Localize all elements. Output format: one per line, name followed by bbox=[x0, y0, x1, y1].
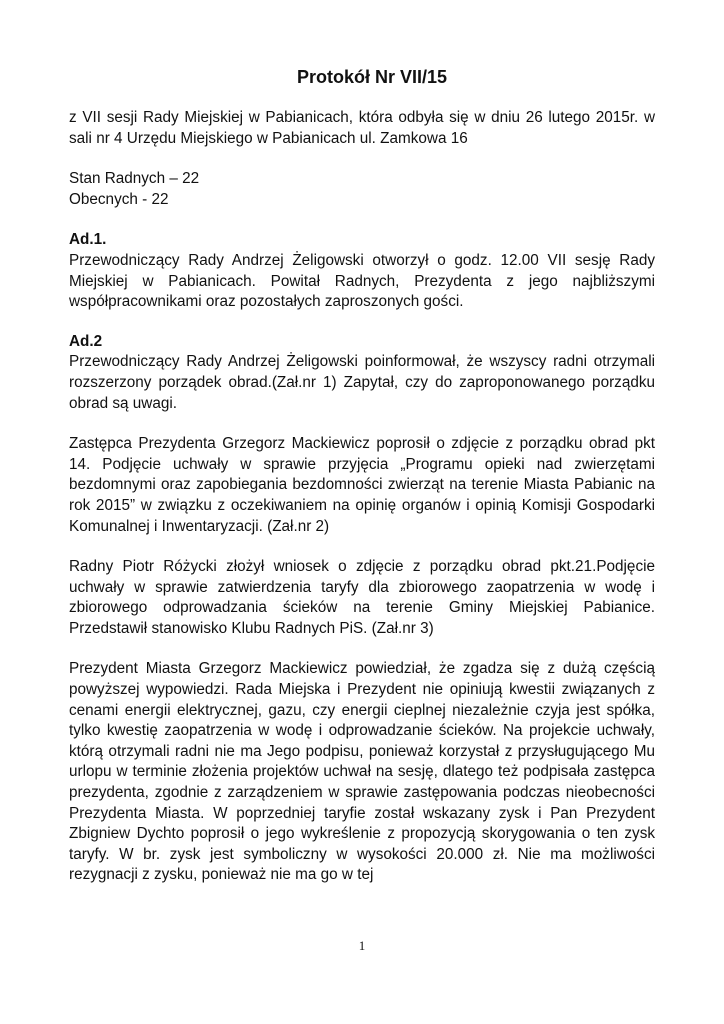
spacer bbox=[69, 313, 655, 332]
councillors-present: Obecnych - 22 bbox=[69, 190, 169, 208]
section-heading-ad2: Ad.2 bbox=[69, 332, 103, 350]
section-ad1-paragraph: Przewodniczący Rady Andrzej Żeligowski otworzył o godz. 12.00 VII sesję Rady Miejskiej w Pabianicach. Powitał Radnych, Prezydenta z jego najbliższymi współpracownikami oraz pozostałych zaproszonych gości. bbox=[69, 251, 655, 311]
session-intro: z VII sesji Rady Miejskiej w Pabianicach, która odbyła się w dniu 26 lutego 2015r. w sali nr 4 Urzędu Miejskiego w Pabianicach ul. Zamkowa 16 bbox=[69, 109, 655, 147]
document-title: Protokół Nr VII/15 bbox=[296, 67, 448, 87]
section-ad2-paragraph: Przewodniczący Rady Andrzej Żeligowski poinformował, że wszyscy radni otrzymali rozszerzony porządek obrad.(Zał.nr 1) Zapytał, czy do zaproponowanego porządku obrad są uwagi. bbox=[69, 353, 655, 412]
councillors-total: Stan Radnych – 22 bbox=[69, 170, 200, 188]
section-heading-ad1: Ad.1. bbox=[69, 231, 107, 249]
spacer bbox=[69, 537, 655, 557]
document-page bbox=[69, 66, 655, 886]
spacer bbox=[69, 210, 655, 230]
spacer bbox=[69, 149, 655, 169]
page-number: 1 bbox=[358, 938, 366, 953]
section-ad2-paragraph: Prezydent Miasta Grzegorz Mackiewicz powiedział, że zgadza się z dużą częścią powyższej wypowiedzi. Rada Miejska i Prezydent nie opiniują kwestii związanych z cenami energii elektrycznej, gazu, czy energii cieplnej niezależnie czyja jest spółka, tylko kwestię zaopatrzenia w wodę i odprowadzanie ścieków. Na projekcie uchwały, którą otrzymali radni nie ma Jego podpisu, ponieważ korzystał z przysługującego Mu urlopu w terminie złożenia projektów uchwał na sesję, dlatego też podpisała zastępca prezydenta, zgodnie z zarządzeniem w sprawie zastępowania podczas nieobecności Prezydenta Miasta. W poprzedniej taryfie został wskazany zysk i Pan Prezydent Zbigniew Dychto poprosił o jego wykreślenie z propozycją skorygowania o ten zysk taryfy. W br. zysk jest symboliczny w wysokości 20.000 zł. Nie ma możliwości rezygnacji z zysku, ponieważ nie ma go w tej bbox=[69, 660, 655, 884]
section-ad2-paragraph: Zastępca Prezydenta Grzegorz Mackiewicz poprosił o zdjęcie z porządku obrad pkt 14. Podjęcie uchwały w sprawie przyjęcia „Programu opieki nad zwierzętami bezdomnymi oraz zapobiegania bezdomności zwierząt na terenie Miasta Pabianic na rok 2015” w związku z oczekiwaniem na opinię organów i opinią Komisji Gospodarki Komunalnej i Inwentaryzacji. (Zał.nr 2) bbox=[69, 435, 655, 535]
spacer bbox=[69, 414, 655, 434]
section-ad2-paragraph: Radny Piotr Różycki złożył wniosek o zdjęcie z porządku obrad pkt.21.Podjęcie uchwały w sprawie zatwierdzenia taryfy dla zbiorowego zaopatrzenia w wodę i zbiorowego odprowadzania ścieków na terenie Gminy Miejskiej Pabianice. Przedstawił stanowisko Klubu Radnych PiS. (Zał.nr 3) bbox=[69, 558, 655, 637]
spacer bbox=[69, 639, 655, 659]
